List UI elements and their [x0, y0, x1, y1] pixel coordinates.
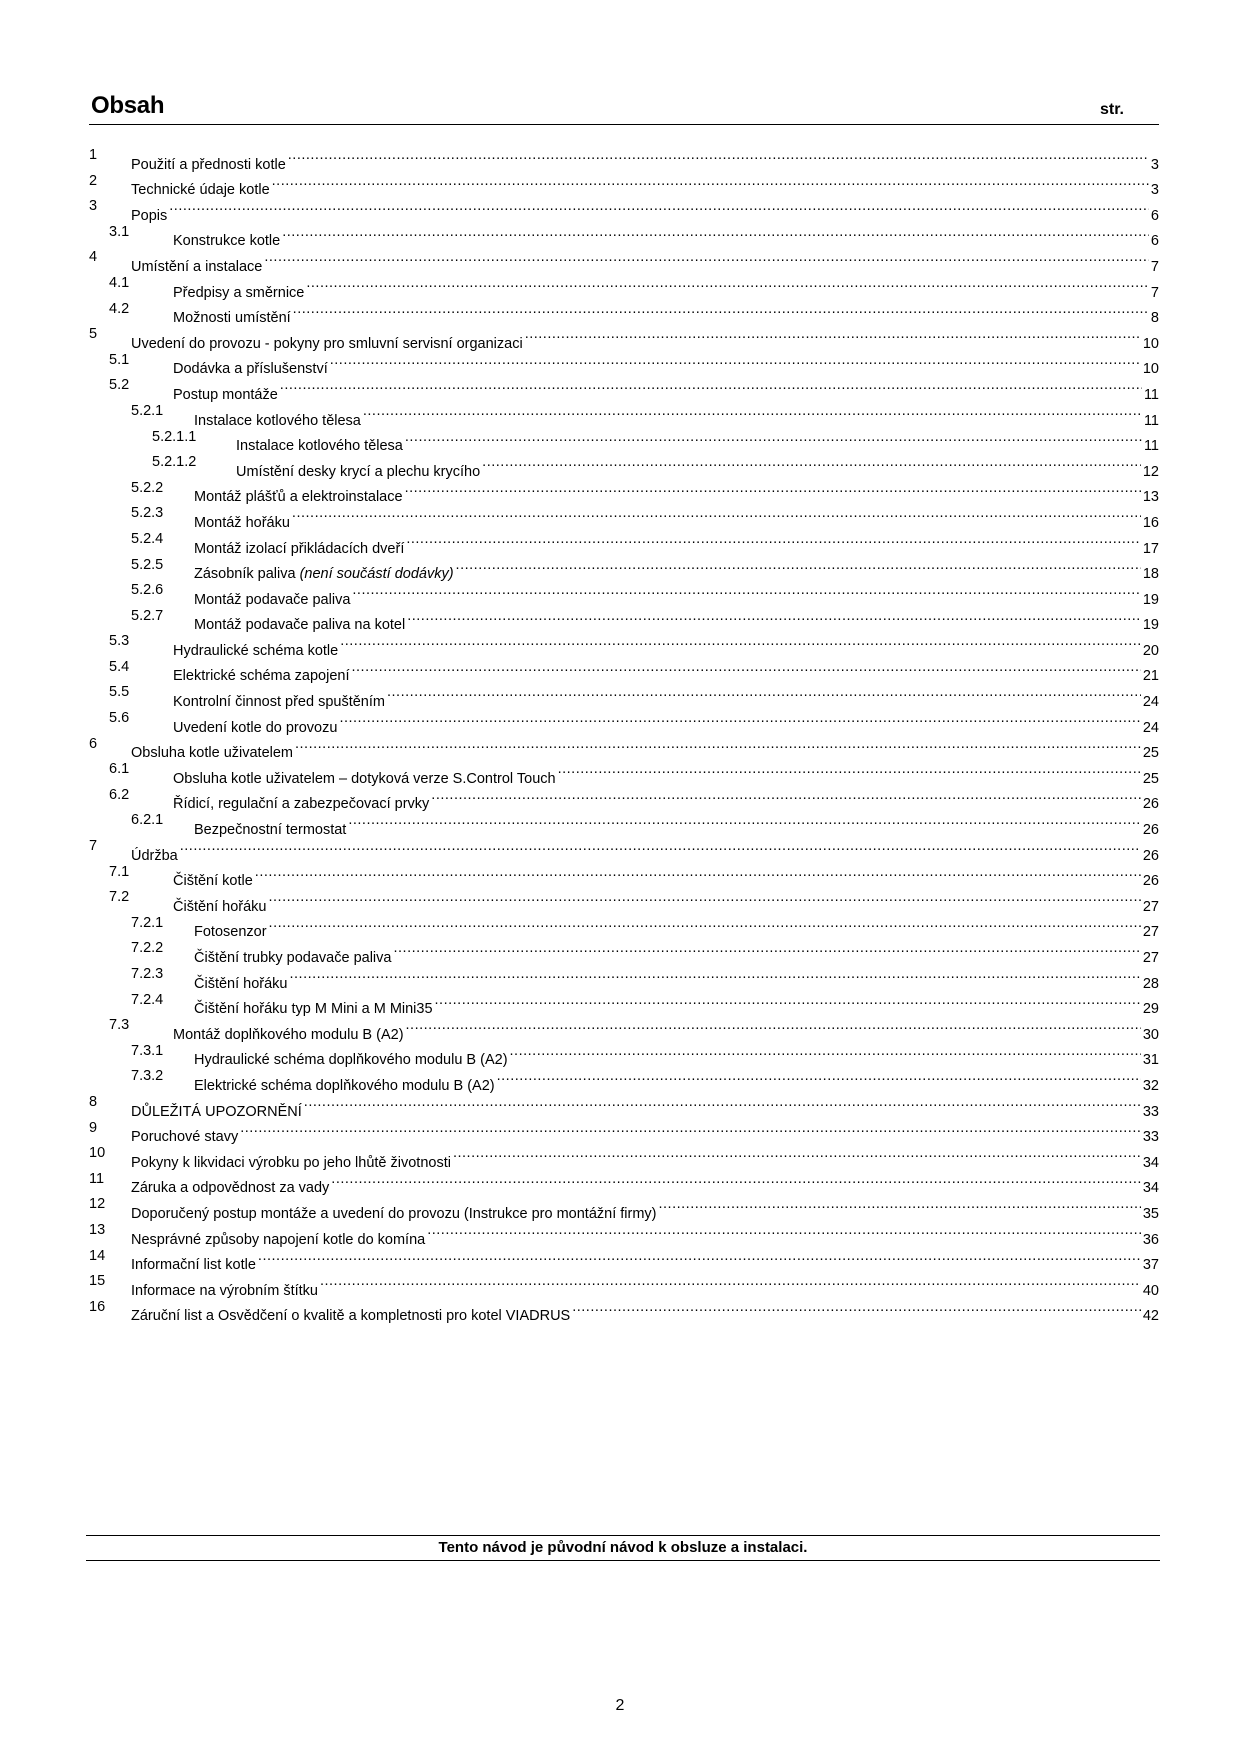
toc-entry-page: 6 — [1150, 207, 1159, 224]
toc-entry-page: 33 — [1142, 1103, 1159, 1120]
toc-entry-page: 8 — [1150, 310, 1159, 327]
page-header — [89, 92, 1159, 125]
toc-entry-number: 12 — [89, 1196, 106, 1213]
toc-entry-number: 5.3 — [109, 633, 130, 650]
toc-entry[interactable] — [89, 680, 1159, 711]
toc-entry-page: 27 — [1142, 950, 1159, 966]
toc-dot-leader — [280, 373, 1142, 399]
toc-entry[interactable] — [89, 757, 1159, 787]
toc-entry-number: 5.4 — [109, 658, 130, 675]
toc-entry[interactable] — [89, 245, 1159, 275]
toc-entry-page: 19 — [1142, 591, 1159, 608]
page-number: 2 — [615, 1697, 625, 1714]
toc-entry-title-text: Instalace kotlového tělesa — [236, 438, 403, 455]
toc-entry[interactable] — [89, 911, 1159, 941]
toc-entry-number: 5.2.1.1 — [152, 428, 197, 445]
toc-entry-page: 35 — [1142, 1205, 1159, 1222]
toc-entry-number: 7.2.2 — [131, 940, 164, 957]
toc-dot-leader — [295, 732, 1141, 758]
toc-entry[interactable] — [89, 988, 1159, 1018]
toc-dot-leader — [510, 1039, 1141, 1065]
toc-entry-title-text: Nesprávné způsoby napojení kotle do komína — [131, 1231, 426, 1248]
toc-entry[interactable] — [89, 194, 1159, 224]
toc-entry-number: 9 — [89, 1119, 98, 1136]
toc-entry-number: 7.2.1 — [131, 914, 164, 931]
toc-entry[interactable] — [89, 169, 1159, 199]
toc-dot-leader — [320, 1269, 1141, 1295]
toc-entry-number: 6.2.1 — [131, 812, 164, 829]
toc-entry-page: 27 — [1142, 924, 1159, 941]
toc-entry-number: 7.1 — [109, 863, 130, 880]
toc-entry-number: 5.2.7 — [131, 607, 164, 624]
toc-entry-title-text: Elektrické schéma zapojení — [173, 668, 350, 685]
toc-entry[interactable] — [89, 732, 1159, 762]
toc-entry-title-text: Čištění hořáku typ M Mini a M Mini35 — [194, 1001, 433, 1018]
toc-entry-number: 7.3.2 — [131, 1068, 164, 1085]
toc-entry-number: 1 — [89, 147, 98, 163]
toc-entry-body — [131, 1295, 1159, 1330]
toc-entry[interactable] — [89, 885, 1159, 915]
toc-entry-page: 7 — [1150, 284, 1159, 301]
toc-entry-page: 26 — [1142, 822, 1159, 839]
toc-entry-title-text: Předpisy a směrnice — [173, 284, 305, 301]
toc-dot-leader — [497, 1064, 1141, 1090]
toc-entry-page: 24 — [1142, 719, 1159, 736]
toc-entry[interactable] — [89, 425, 1159, 455]
toc-dot-leader — [292, 501, 1141, 527]
toc-entry-page: 29 — [1142, 1001, 1159, 1018]
toc-entry[interactable] — [89, 1064, 1159, 1094]
toc-entry-number: 4.2 — [109, 300, 130, 317]
page-title: Obsah — [91, 92, 165, 119]
toc-dot-leader — [282, 220, 1149, 246]
toc-entry[interactable] — [89, 808, 1159, 839]
toc-entry-title-text: Umístění desky krycí a plechu krycího — [236, 463, 481, 480]
toc-dot-leader — [352, 578, 1140, 604]
toc-entry-title-text: Montáž plášťů a elektroinstalace — [194, 489, 403, 506]
toc-dot-leader — [272, 169, 1149, 195]
toc-entry-number: 5.2.1 — [131, 402, 164, 419]
toc-dot-leader — [264, 245, 1149, 271]
toc-entry-page: 20 — [1142, 642, 1159, 659]
toc-dot-leader — [290, 962, 1141, 988]
toc-entry[interactable] — [89, 936, 1159, 966]
toc-entry-page: 30 — [1142, 1026, 1159, 1043]
toc-entry-number: 5.2 — [109, 377, 130, 394]
toc-entry[interactable] — [89, 706, 1159, 736]
toc-entry-title-text: Obsluha kotle uživatelem — [131, 745, 293, 762]
toc-entry[interactable] — [89, 322, 1159, 352]
toc-entry-page: 34 — [1142, 1154, 1159, 1171]
toc-entry-page: 12 — [1142, 463, 1159, 480]
toc-entry[interactable] — [89, 373, 1159, 403]
toc-entry-number: 15 — [89, 1273, 106, 1290]
toc-dot-leader — [406, 1013, 1141, 1039]
toc-entry-title-text: Fotosenzor — [194, 924, 267, 941]
toc-entry[interactable] — [89, 1192, 1159, 1222]
toc-entry-number: 4 — [89, 249, 98, 266]
toc-entry-number: 7.2 — [109, 889, 130, 906]
toc-entry[interactable] — [89, 1141, 1159, 1171]
toc-entry-number: 5.1 — [109, 351, 130, 368]
toc-dot-leader — [525, 322, 1141, 348]
toc-dot-leader — [331, 1167, 1141, 1193]
toc-entry-title-text: Postup montáže — [173, 386, 278, 403]
toc-entry-title-text: Uvedení kotle do provozu — [173, 719, 338, 736]
toc-entry-title-text: Informace na výrobním štítku — [131, 1282, 318, 1299]
toc-entry-number: 5.2.1.2 — [152, 454, 197, 471]
toc-entry-page: 40 — [1142, 1282, 1159, 1299]
toc-entry-title-text: DŮLEŽITÁ UPOZORNĚNÍ — [131, 1103, 302, 1120]
toc-entry-number: 3.1 — [109, 223, 130, 240]
toc-entry-title-text: Montáž podavače paliva na kotel — [194, 617, 406, 634]
toc-entry[interactable] — [89, 348, 1159, 378]
toc-entry-title-text: Instalace kotlového tělesa — [194, 412, 361, 429]
toc-entry-page: 11 — [1143, 438, 1159, 455]
toc-entry-number: 7.2.3 — [131, 966, 164, 982]
toc-entry-page: 11 — [1143, 412, 1159, 429]
toc-entry-page: 37 — [1142, 1257, 1159, 1274]
toc-entry-page: 26 — [1142, 796, 1159, 813]
toc-entry-title-text: Montáž izolací přikládacích dveří — [194, 540, 405, 557]
toc-entry-number: 6.2 — [109, 786, 130, 803]
toc-entry[interactable] — [89, 655, 1159, 685]
toc-entry[interactable] — [89, 501, 1159, 531]
toc-entry-title-text: Doporučený postup montáže a uvedení do provozu (Instrukce pro montážní firmy) — [131, 1205, 657, 1222]
toc-entry-page: 33 — [1142, 1129, 1159, 1146]
toc-entry-number: 8 — [89, 1093, 98, 1110]
toc-entry-title-text: Hydraulické schéma kotle — [173, 642, 339, 659]
toc-entry-page: 3 — [1150, 156, 1159, 173]
toc-entry-page: 10 — [1142, 361, 1159, 378]
toc-entry-page: 7 — [1150, 258, 1159, 275]
toc-entry-number: 2 — [89, 172, 98, 189]
toc-dot-leader — [348, 808, 1141, 834]
toc-entry-number: 5.5 — [109, 684, 130, 701]
page-column-label: str. — [1099, 101, 1124, 118]
toc-entry-number: 5.2.3 — [131, 505, 164, 522]
toc-entry-title — [131, 1304, 570, 1330]
toc-entry[interactable] — [89, 1218, 1159, 1248]
toc-entry-page: 42 — [1142, 1308, 1159, 1325]
toc-entry-title-text: Čištění kotle — [173, 873, 253, 890]
toc-entry-page: 6 — [1150, 233, 1159, 250]
toc-entry-title-text: Hydraulické schéma doplňkového modulu B (A2) — [194, 1052, 508, 1069]
toc-entry-title-text: Popis — [131, 207, 168, 224]
toc-dot-leader — [288, 143, 1149, 169]
toc-dot-leader — [558, 757, 1141, 783]
toc-entry[interactable] — [89, 1013, 1159, 1043]
toc-entry-number: 7.3.1 — [131, 1042, 164, 1059]
toc-dot-leader — [453, 1141, 1141, 1167]
toc-dot-leader — [340, 629, 1141, 655]
toc-entry-page: 10 — [1142, 335, 1159, 352]
toc-entry[interactable] — [89, 297, 1159, 327]
toc-entry-page: 25 — [1142, 770, 1159, 787]
toc-entry[interactable] — [89, 553, 1159, 583]
toc-entry-number: 7 — [89, 838, 98, 855]
toc-entry[interactable] — [89, 860, 1159, 890]
toc-entry[interactable] — [89, 834, 1159, 864]
toc-entry-number: 6 — [89, 735, 98, 752]
toc-entry-title-text: Bezpečnostní termostat — [194, 822, 347, 839]
toc-entry-title-note: (není součástí dodávky) — [299, 566, 454, 583]
toc-dot-leader — [293, 297, 1149, 323]
toc-dot-leader — [240, 1116, 1141, 1142]
toc-entry-title-text: Umístění a instalace — [131, 258, 263, 275]
toc-dot-leader — [427, 1218, 1141, 1244]
toc-entry[interactable] — [89, 1167, 1159, 1197]
toc-entry-title-text: Čištění trubky podavače paliva — [194, 950, 392, 966]
toc-entry-number: 10 — [89, 1145, 106, 1162]
toc-entry-title-text: Poruchové stavy — [131, 1129, 239, 1146]
toc-dot-leader — [431, 783, 1141, 809]
toc-entry-number: 5.2.5 — [131, 556, 164, 573]
toc-entry-title-text: Možnosti umístění — [173, 310, 291, 327]
toc-dot-leader — [352, 655, 1141, 681]
toc-dot-leader — [330, 348, 1141, 374]
toc-entry-page: 18 — [1142, 566, 1159, 583]
toc-entry-number: 3 — [89, 198, 98, 215]
toc-entry-number: 11 — [89, 1170, 105, 1187]
toc-entry[interactable] — [89, 1116, 1159, 1146]
toc-entry-page: 16 — [1142, 514, 1159, 531]
footer-note: Tento návod je původní návod k obsluze a instalaci. — [86, 1535, 1160, 1561]
toc-dot-leader — [258, 1244, 1141, 1270]
toc-entry[interactable] — [89, 143, 1159, 173]
toc-entry-title-text: Použití a přednosti kotle — [131, 156, 286, 173]
toc-entry-number: 6.1 — [109, 761, 130, 778]
toc-entry-number: 5.2.2 — [131, 479, 164, 496]
toc-dot-leader — [456, 553, 1141, 579]
toc-entry-page: 3 — [1150, 182, 1159, 199]
toc-entry-number: 5.6 — [109, 710, 130, 727]
toc-entry-page: 31 — [1142, 1052, 1159, 1069]
toc-entry-page: 11 — [1143, 386, 1159, 403]
toc-entry-page: 27 — [1142, 898, 1159, 915]
toc-dot-leader — [435, 988, 1141, 1014]
toc-dot-leader — [304, 1090, 1141, 1116]
toc-entry[interactable] — [89, 629, 1159, 659]
toc-entry-number: 14 — [89, 1247, 106, 1264]
toc-entry[interactable] — [89, 476, 1159, 506]
toc-entry-number: 5.2.4 — [131, 530, 164, 547]
toc-entry-number: 7.2.4 — [131, 991, 164, 1008]
toc-entry[interactable] — [89, 1244, 1159, 1274]
toc-entry-page: 24 — [1142, 694, 1159, 711]
toc-entry-title-text: Řídicí, regulační a zabezpečovací prvky — [173, 796, 430, 813]
toc-entry[interactable] — [89, 1039, 1159, 1069]
toc-entry[interactable] — [89, 962, 1159, 992]
toc-entry[interactable] — [89, 1090, 1159, 1120]
toc-dot-leader — [393, 936, 1140, 962]
toc-dot-leader — [406, 527, 1141, 553]
toc-dot-leader — [269, 885, 1141, 911]
toc-dot-leader — [363, 399, 1142, 425]
toc-entry-title-text: Čištění hořáku — [194, 975, 288, 992]
toc-entry-title-text: Technické údaje kotle — [131, 182, 270, 199]
toc-entry-page: 28 — [1142, 975, 1159, 992]
toc-entry-page: 26 — [1142, 873, 1159, 890]
toc-entry-page: 13 — [1142, 489, 1159, 506]
toc-entry-page: 26 — [1142, 847, 1159, 864]
toc-entry-title-text: Kontrolní činnost před spuštěním — [173, 694, 385, 711]
toc-entry-page: 36 — [1142, 1231, 1159, 1248]
toc-entry[interactable] — [89, 783, 1159, 813]
toc-entry-title-text: Elektrické schéma doplňkového modulu B (A2) — [194, 1077, 495, 1094]
toc-entry[interactable] — [89, 450, 1159, 480]
toc-entry[interactable] — [89, 578, 1159, 608]
toc-entry-page: 32 — [1142, 1077, 1159, 1094]
toc-entry-title-text: Čištění hořáku — [173, 898, 267, 915]
toc-entry-page: 21 — [1142, 668, 1159, 685]
toc-dot-leader — [407, 604, 1141, 630]
toc-entry-page: 19 — [1142, 617, 1159, 634]
toc-entry-title-text: Konstrukce kotle — [173, 233, 281, 250]
toc-entry-title-text: Montáž podavače paliva — [194, 591, 351, 608]
toc-dot-leader — [387, 680, 1141, 706]
toc-entry-number: 16 — [89, 1298, 106, 1315]
toc-dot-leader — [169, 194, 1149, 220]
toc-entry[interactable] — [89, 1269, 1159, 1299]
toc-dot-leader — [405, 425, 1142, 451]
table-of-contents — [89, 143, 1159, 1325]
toc-entry[interactable] — [89, 220, 1159, 250]
toc-entry-title-text: Obsluha kotle uživatelem – dotyková verze S.Control Touch — [173, 770, 556, 787]
toc-entry-number: 5.2.6 — [131, 582, 164, 599]
toc-dot-leader — [572, 1295, 1141, 1321]
toc-entry-page: 17 — [1142, 540, 1159, 557]
toc-entry-title-text: Informační list kotle — [131, 1257, 256, 1274]
toc-dot-leader — [339, 706, 1140, 732]
toc-entry-page: 34 — [1142, 1180, 1159, 1197]
toc-entry-number: 5 — [89, 326, 98, 343]
toc-entry-number: 13 — [89, 1221, 106, 1238]
toc-entry-title-text: Pokyny k likvidaci výrobku po jeho lhůtě životnosti — [131, 1154, 451, 1171]
toc-entry-title-text: Dodávka a příslušenství — [173, 361, 328, 378]
toc-entry-title-text: Záruka a odpovědnost za vady — [131, 1180, 330, 1197]
toc-entry-title-text: Montáž doplňkového modulu B (A2) — [173, 1026, 404, 1043]
toc-dot-leader — [180, 834, 1141, 860]
toc-entry-number: 7.3 — [109, 1017, 130, 1034]
toc-entry-title-text: Záruční list a Osvědčení o kvalitě a kompletnosti pro kotel VIADRUS — [131, 1308, 571, 1325]
toc-entry[interactable] — [89, 399, 1159, 429]
toc-entry[interactable] — [89, 1295, 1159, 1325]
toc-entry-number: 4.1 — [109, 274, 130, 291]
toc-entry-page: 25 — [1142, 745, 1159, 762]
toc-dot-leader — [659, 1192, 1141, 1218]
toc-entry-title-text: Uvedení do provozu - pokyny pro smluvní servisní organizaci — [131, 335, 523, 352]
toc-entry[interactable] — [89, 271, 1159, 301]
toc-dot-leader — [269, 911, 1141, 937]
toc-dot-leader — [405, 476, 1141, 502]
toc-entry-title-text: Zásobník paliva — [194, 566, 300, 583]
toc-entry[interactable] — [89, 604, 1159, 634]
toc-dot-leader — [306, 271, 1149, 297]
toc-entry[interactable] — [89, 527, 1159, 557]
toc-entry-title-text: Údržba — [131, 847, 178, 864]
toc-dot-leader — [482, 450, 1141, 476]
toc-dot-leader — [255, 860, 1141, 886]
toc-entry-title-text: Montáž hořáku — [194, 514, 290, 531]
